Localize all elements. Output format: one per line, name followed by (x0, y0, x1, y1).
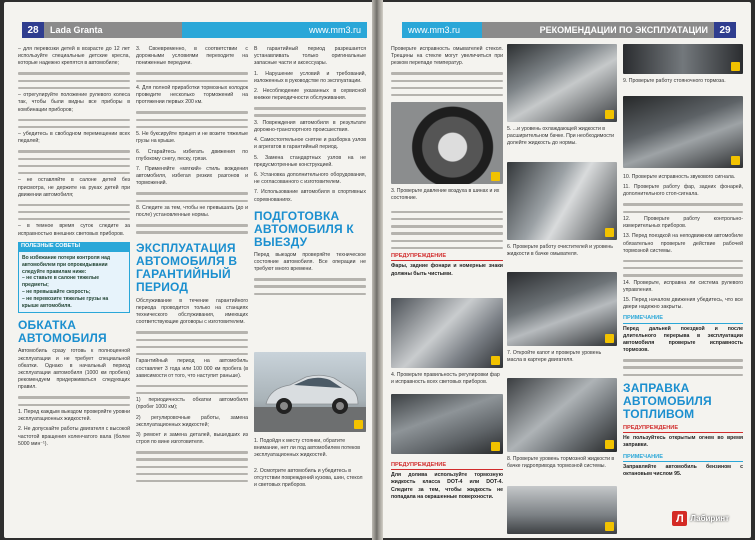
warning-text: Фары, задние фонари и номерные знаки должны быть чистыми. (391, 263, 503, 277)
check-item: 10. Проверьте исправность звукового сигнала. (623, 174, 736, 180)
photo-marker-icon (731, 62, 740, 71)
washer-photo (507, 162, 617, 240)
section-title-warranty: ЭКСПЛУАТАЦИЯ АВТОМОБИЛЯ В ГАРАНТИЙНЫЙ ПЕРИОД (136, 240, 238, 294)
list-item: – отрегулируйте положение рулевого колеса так, чтобы были видны все приборы в комбинации приборов; (18, 92, 130, 113)
section-text: Перед выездом проверяйте техническое состояние автомобиля. Все операции не требуют много времени. (254, 251, 366, 273)
headlight-photo (391, 298, 503, 368)
after-caption-text: 2. Осмотрите автомобиль и убедитесь в отсутствии повреждений кузова, шин, стекол и световых приборов. (254, 468, 363, 488)
section-title-break-in: ОБКАТКА АВТОМОБИЛЯ (18, 318, 107, 346)
car-illustration (254, 352, 366, 432)
list-item: 4. Для полной приработки тормозных колодок проведите несколько торможений на протяжении первых 200 км. (136, 84, 248, 106)
numbered-item: 1. Перед каждым выездом проверяйте уровни эксплуатационных жидкостей. (18, 409, 130, 423)
list-item: 3. Своевременно, в соответствии с дорожными условиями переходите на пониженные передачи. (136, 46, 248, 67)
note-title: ПРИМЕЧАНИЕ (623, 315, 743, 323)
left-column-2 (136, 46, 248, 482)
list-item: 6. Установка дополнительного оборудования, не согласованного с изготовителем. (254, 172, 366, 186)
dashboard-photo (623, 96, 743, 168)
photo-caption: 8. Проверьте уровень тормозной жидкости в бачке гидропривода тормозной системы. (507, 456, 615, 469)
tire-photo (391, 102, 503, 184)
list-item: В гарантийный период разрешается устанавливать только оригинальные запасные части и аксессуары. (254, 46, 366, 67)
list-item: – убедитесь в свободном перемещении всех педалей; (18, 131, 130, 145)
warranty-text: Гарантийный период на автомобиль составляет 3 года или 100 000 км пробега (в зависимости от того, что наступит раньше). (136, 358, 248, 379)
right-column-1-cont (391, 206, 503, 281)
labirint-logo-icon: Л (672, 511, 687, 526)
tip-item: – не перевозите тяжелые грузы на крыше автомобиля. (22, 295, 109, 309)
check-item: 11. Проверьте работу фар, задних фонарей, дополнительного стоп-сигнала. (623, 184, 743, 198)
photo-marker-icon (605, 334, 614, 343)
note-text: Заправляйте автомобиль бензином с октановым числом 95. (623, 463, 743, 477)
section-header: РЕКОМЕНДАЦИИ ПО ЭКСПЛУАТАЦИИ (482, 22, 714, 38)
tip-item: Во избежание потери контроля над автомобилем при опрокидывании следуйте правилам ниже: (22, 255, 111, 275)
right-page (383, 2, 751, 538)
left-column-3 (254, 46, 366, 295)
photo-marker-icon (605, 440, 614, 449)
tips-box (18, 242, 130, 314)
list-item: – не оставляйте в салоне детей без присмотра, не держите на руках детей при движении автомобиля; (18, 177, 130, 198)
page-number-left: 28 (22, 22, 44, 38)
check-item: 15. Перед началом движения убедитесь, что все двери надежно закрыты. (623, 296, 743, 311)
right-page-header (391, 22, 736, 38)
numbered-item: 2. Не допускайте работы двигателя с высокой частотой вращения коленчатого вала (более 5000 мин⁻¹). (18, 426, 130, 447)
photo-marker-icon (605, 110, 614, 119)
right-column-3 (623, 174, 743, 481)
book-gutter (372, 0, 383, 540)
check-item: 14. Проверьте, исправна ли система рулевого управления. (623, 279, 743, 293)
list-item: 3. Повреждения автомобиля в результате дорожно-транспортного происшествия. (254, 119, 366, 133)
right-column-1-bottom (391, 458, 503, 504)
photo-marker-icon (354, 420, 363, 429)
note-text: Перед дальней поездкой и после длительного перерыва в эксплуатации автомобиля проверьте исправность тормозов. (623, 325, 743, 354)
list-item: – в темное время суток следите за исправностью внешних световых приборов. (18, 223, 130, 237)
list-item: 7. Применяйте «мягкий» стиль вождения автомобиля, избегая резких разгонов и торможений. (136, 165, 248, 187)
photo-caption: 1. Подойдя к месту стоянки, обратите внимание, нет ли под автомобилем потеков эксплуатационных жидкостей. (254, 438, 361, 458)
section-title-prep: ПОДГОТОВКА АВТОМОБИЛЯ К ВЫЕЗДУ (254, 208, 354, 249)
list-item: 1. Нарушение условий и требований, изложенных в руководстве по эксплуатации. (254, 70, 366, 84)
left-column-1 (18, 46, 130, 451)
coolant-tank-photo (507, 44, 617, 122)
list-item: 8. Следите за тем, чтобы не превышать (до и после) установленные нормы. (136, 204, 248, 219)
intro-text: – для перевозки детей в возрасте до 12 лет используйте специальные детские кресла, которые надежно крепятся в автомобиле; (18, 46, 130, 67)
photo-marker-icon (605, 228, 614, 237)
note-title: ПРИМЕЧАНИЕ (623, 454, 743, 462)
watermark-text: Лабиринт (690, 514, 729, 523)
check-item: 13. Перед поездкой на неподвижном автомобиле обязательно проверьте действие рабочей тормозной системы. (623, 233, 743, 254)
warning-title: ПРЕДУПРЕЖДЕНИЕ (623, 425, 743, 433)
photo-caption: 5. ...и уровень охлаждающей жидкости в расширительном бачке. При необходимости долейте жидкость до нормы. (507, 126, 615, 146)
list-item: 5. Не буксируйте прицеп и не возите тяжелые грузы на крыше. (136, 131, 248, 145)
site-url-left: www.mm3.ru (182, 22, 367, 38)
photo-marker-icon (491, 442, 500, 451)
photo-caption: 7. Откройте капот и проверьте уровень масла в картере двигателя. (507, 350, 602, 363)
list-item: 5. Замена стандартных узлов на не предусмотренные конструкцией. (254, 154, 366, 168)
tip-item: – не превышайте скорость; (22, 289, 91, 296)
body-text: Проверьте исправность омывателей стекол. Трещины на стекле могут увеличиться при резком перепаде температур. (391, 46, 503, 67)
photo-marker-icon (731, 156, 740, 165)
photo-caption: 6. Проверьте работу очистителей и уровень жидкости в бачке омывателя. (507, 244, 613, 257)
tips-box-body (18, 251, 130, 313)
page-number-right: 29 (714, 22, 736, 38)
warranty-list-item: 2) регулировочные работы, замена эксплуатационных жидкостей; (136, 414, 248, 428)
section-title-refuel: ЗАПРАВКА АВТОМОБИЛЯ ТОПЛИВОМ (623, 380, 712, 421)
check-item: 12. Проверьте работу контрольно-измерительных приборов. (623, 215, 743, 230)
watermark (672, 511, 729, 526)
list-item: 7. Использование автомобиля в спортивных соревнованиях. (254, 189, 366, 203)
warning-title: ПРЕДУПРЕЖДЕНИЕ (391, 462, 503, 470)
warranty-list-item: 1) периодичность обкатки автомобиля (пробег 1000 км); (136, 397, 248, 411)
photo-caption: 3. Проверьте давление воздуха в шинах и их состояние. (391, 188, 500, 201)
photo-caption: 4. Проверьте правильность регулировки фар и исправность всех световых приборов. (391, 372, 500, 385)
note-box (623, 315, 743, 354)
photo-marker-icon (605, 522, 614, 531)
tips-box-title: ПОЛЕЗНЫЕ СОВЕТЫ (18, 242, 130, 251)
tip-item: – не ставьте в салоне тяжелые предметы; (22, 275, 99, 289)
list-item: 2. Несоблюдение указанных в сервисной книжке периодичности обслуживания. (254, 88, 366, 102)
section-text: Автомобиль сразу готовь к полноценной эксплуатации и не требует специальной обкатки. Однако в начальный период эксплуатации автомобиля (1000 км пробега) рекомендуем придерживаться следующих правил. (18, 348, 130, 391)
wheel-photo (507, 486, 617, 534)
left-page-header (22, 22, 367, 38)
engine-bay-photo (391, 394, 503, 454)
warning-text: Не пользуйтесь открытым огнем во время заправки. (623, 435, 743, 449)
photo-marker-icon (491, 172, 500, 181)
brake-fluid-photo (507, 378, 617, 452)
photo-marker-icon (491, 356, 500, 365)
warning-text: Для долива используйте тормозную жидкость класса DOT-4 или DOT-4. Следите за тем, чтобы жидкость не попадала на окрашенные поверхности. (391, 472, 503, 500)
car-photo (254, 352, 366, 432)
warranty-list-item: 3) ремонт и замена деталей, вышедших из строя по вине изготовителя. (136, 432, 248, 446)
oil-dipstick-photo (507, 272, 617, 346)
handbrake-photo (623, 44, 743, 74)
list-item: 6. Старайтесь избегать движения по глубокому снегу, песку, грязи. (136, 148, 248, 162)
warning-title: ПРЕДУПРЕЖДЕНИЕ (391, 253, 503, 261)
section-text: Обслуживание в течение гарантийного периода проводится только на станциях технического обслуживания, имеющих соответствующие договоры с изготовителем. (136, 297, 248, 326)
site-url-right: www.mm3.ru (402, 22, 482, 38)
list-item: 4. Самостоятельное снятие и разборка узлов и агрегатов в гарантийный период. (254, 137, 366, 151)
photo-caption: 9. Проверьте работу стояночного тормоза. (623, 78, 726, 84)
right-column-1 (391, 46, 503, 96)
left-page (4, 2, 372, 538)
book-title: Lada Granta (44, 22, 182, 38)
